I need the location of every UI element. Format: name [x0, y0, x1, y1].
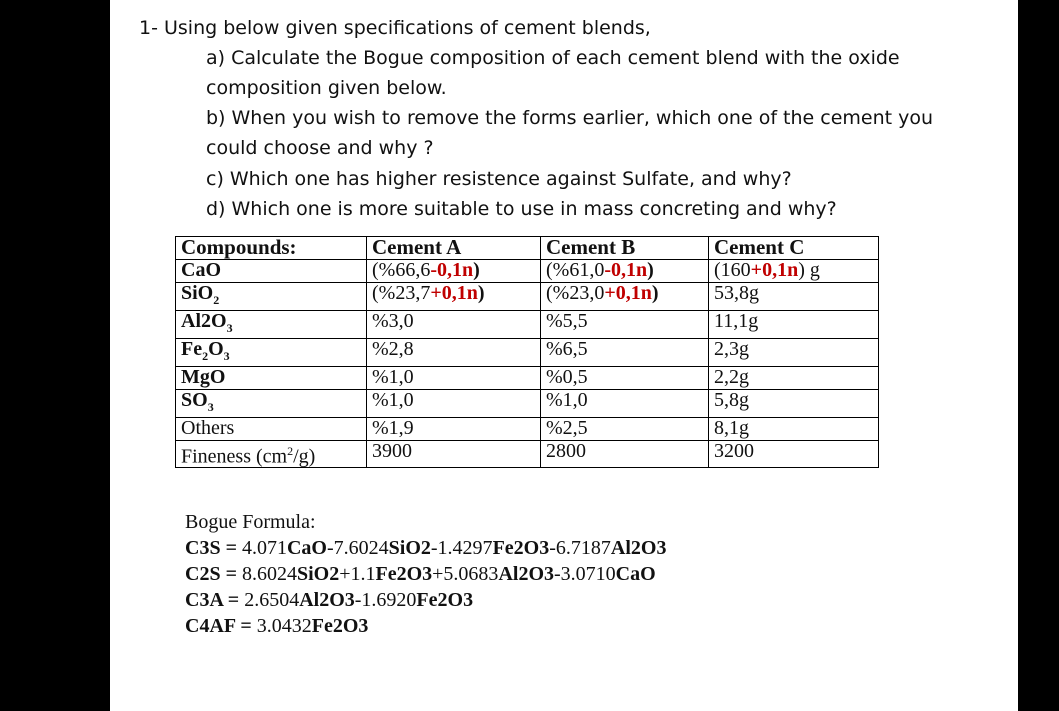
table-row-fineness	[176, 441, 879, 468]
bogue-formula-c4af: C4AF = 3.0432Fe2O3	[185, 615, 369, 637]
table-row-so3	[176, 390, 879, 418]
header-cement-a: Cement A	[367, 237, 541, 260]
cement-c-value: 2,2g	[709, 367, 879, 390]
question-d: d) Which one is more suitable to use in mass concreting and why?	[206, 198, 837, 220]
compound-label: Others	[176, 418, 367, 441]
bogue-formula-c2s: C2S = 8.6024SiO2+1.1Fe2O3+5.0683Al2O3-3.0710CaO	[185, 563, 656, 585]
compound-label: $Fe_2O_3$	[176, 339, 367, 367]
cement-b-value: (%61,0-0,1n)	[541, 260, 709, 283]
question-a-line1: a) Calculate the Bogue composition of each cement blend with the oxide	[206, 47, 900, 69]
bogue-formula-c3s: C3S = 4.071CaO-7.6024SiO2-1.4297Fe2O3-6.7187Al2O3	[185, 537, 667, 559]
cement-c-value: 3200	[709, 441, 879, 468]
compound-label: SiO$_2$	[176, 283, 367, 311]
compound-label: CaO	[176, 260, 367, 283]
compound-label: $Al2O_3$	[176, 311, 367, 339]
cement-a-value: %1,9	[367, 418, 541, 441]
cement-b-value: (%23,0+0,1n)	[541, 283, 709, 311]
table-row-fe2o3	[176, 339, 879, 367]
cement-b-value: %5,5	[541, 311, 709, 339]
cement-a-value: (%66,6-0,1n)	[367, 260, 541, 283]
bogue-formula-c3a: C3A = 2.6504Al2O3-1.6920Fe2O3	[185, 589, 474, 611]
cement-spec-table	[175, 236, 879, 468]
cement-b-value: %2,5	[541, 418, 709, 441]
cement-c-value: 8,1g	[709, 418, 879, 441]
cement-a-value: %1,0	[367, 390, 541, 418]
cement-b-value: %1,0	[541, 390, 709, 418]
question-c: c) Which one has higher resistence against Sulfate, and why?	[206, 168, 792, 190]
cement-b-value: 2800	[541, 441, 709, 468]
cement-c-value: (160+0,1n) g	[709, 260, 879, 283]
table-row-al2o3	[176, 311, 879, 339]
header-compounds: Compounds:	[176, 237, 367, 260]
cement-c-value: 2,3g	[709, 339, 879, 367]
table-row-mgo	[176, 367, 879, 390]
question-a-line2: composition given below.	[206, 77, 447, 99]
table-row-cao	[176, 260, 879, 283]
compound-label: MgO	[176, 367, 367, 390]
compound-label: Fineness $(cm^2/g)$	[176, 441, 367, 468]
question-b-line2: could choose and why ?	[206, 137, 434, 159]
cement-c-value: 5,8g	[709, 390, 879, 418]
cement-a-value: (%23,7+0,1n)	[367, 283, 541, 311]
cement-a-value: %1,0	[367, 367, 541, 390]
table-row-others	[176, 418, 879, 441]
table-row-sio2	[176, 283, 879, 311]
cement-a-value: %2,8	[367, 339, 541, 367]
question-intro: 1- Using below given specifications of cement blends,	[139, 17, 651, 39]
bogue-formula-title: Bogue Formula:	[185, 511, 316, 533]
cement-c-value: 53,8g	[709, 283, 879, 311]
table-header-row	[176, 237, 879, 260]
cement-a-value: 3900	[367, 441, 541, 468]
compound-label: $SO_3$	[176, 390, 367, 418]
cement-b-value: %6,5	[541, 339, 709, 367]
question-b-line1: b) When you wish to remove the forms earlier, which one of the cement you	[206, 107, 934, 129]
cement-a-value: %3,0	[367, 311, 541, 339]
header-cement-c: Cement C	[709, 237, 879, 260]
cement-b-value: %0,5	[541, 367, 709, 390]
header-cement-b: Cement B	[541, 237, 709, 260]
document-page	[110, 0, 1018, 711]
cement-c-value: 11,1g	[709, 311, 879, 339]
